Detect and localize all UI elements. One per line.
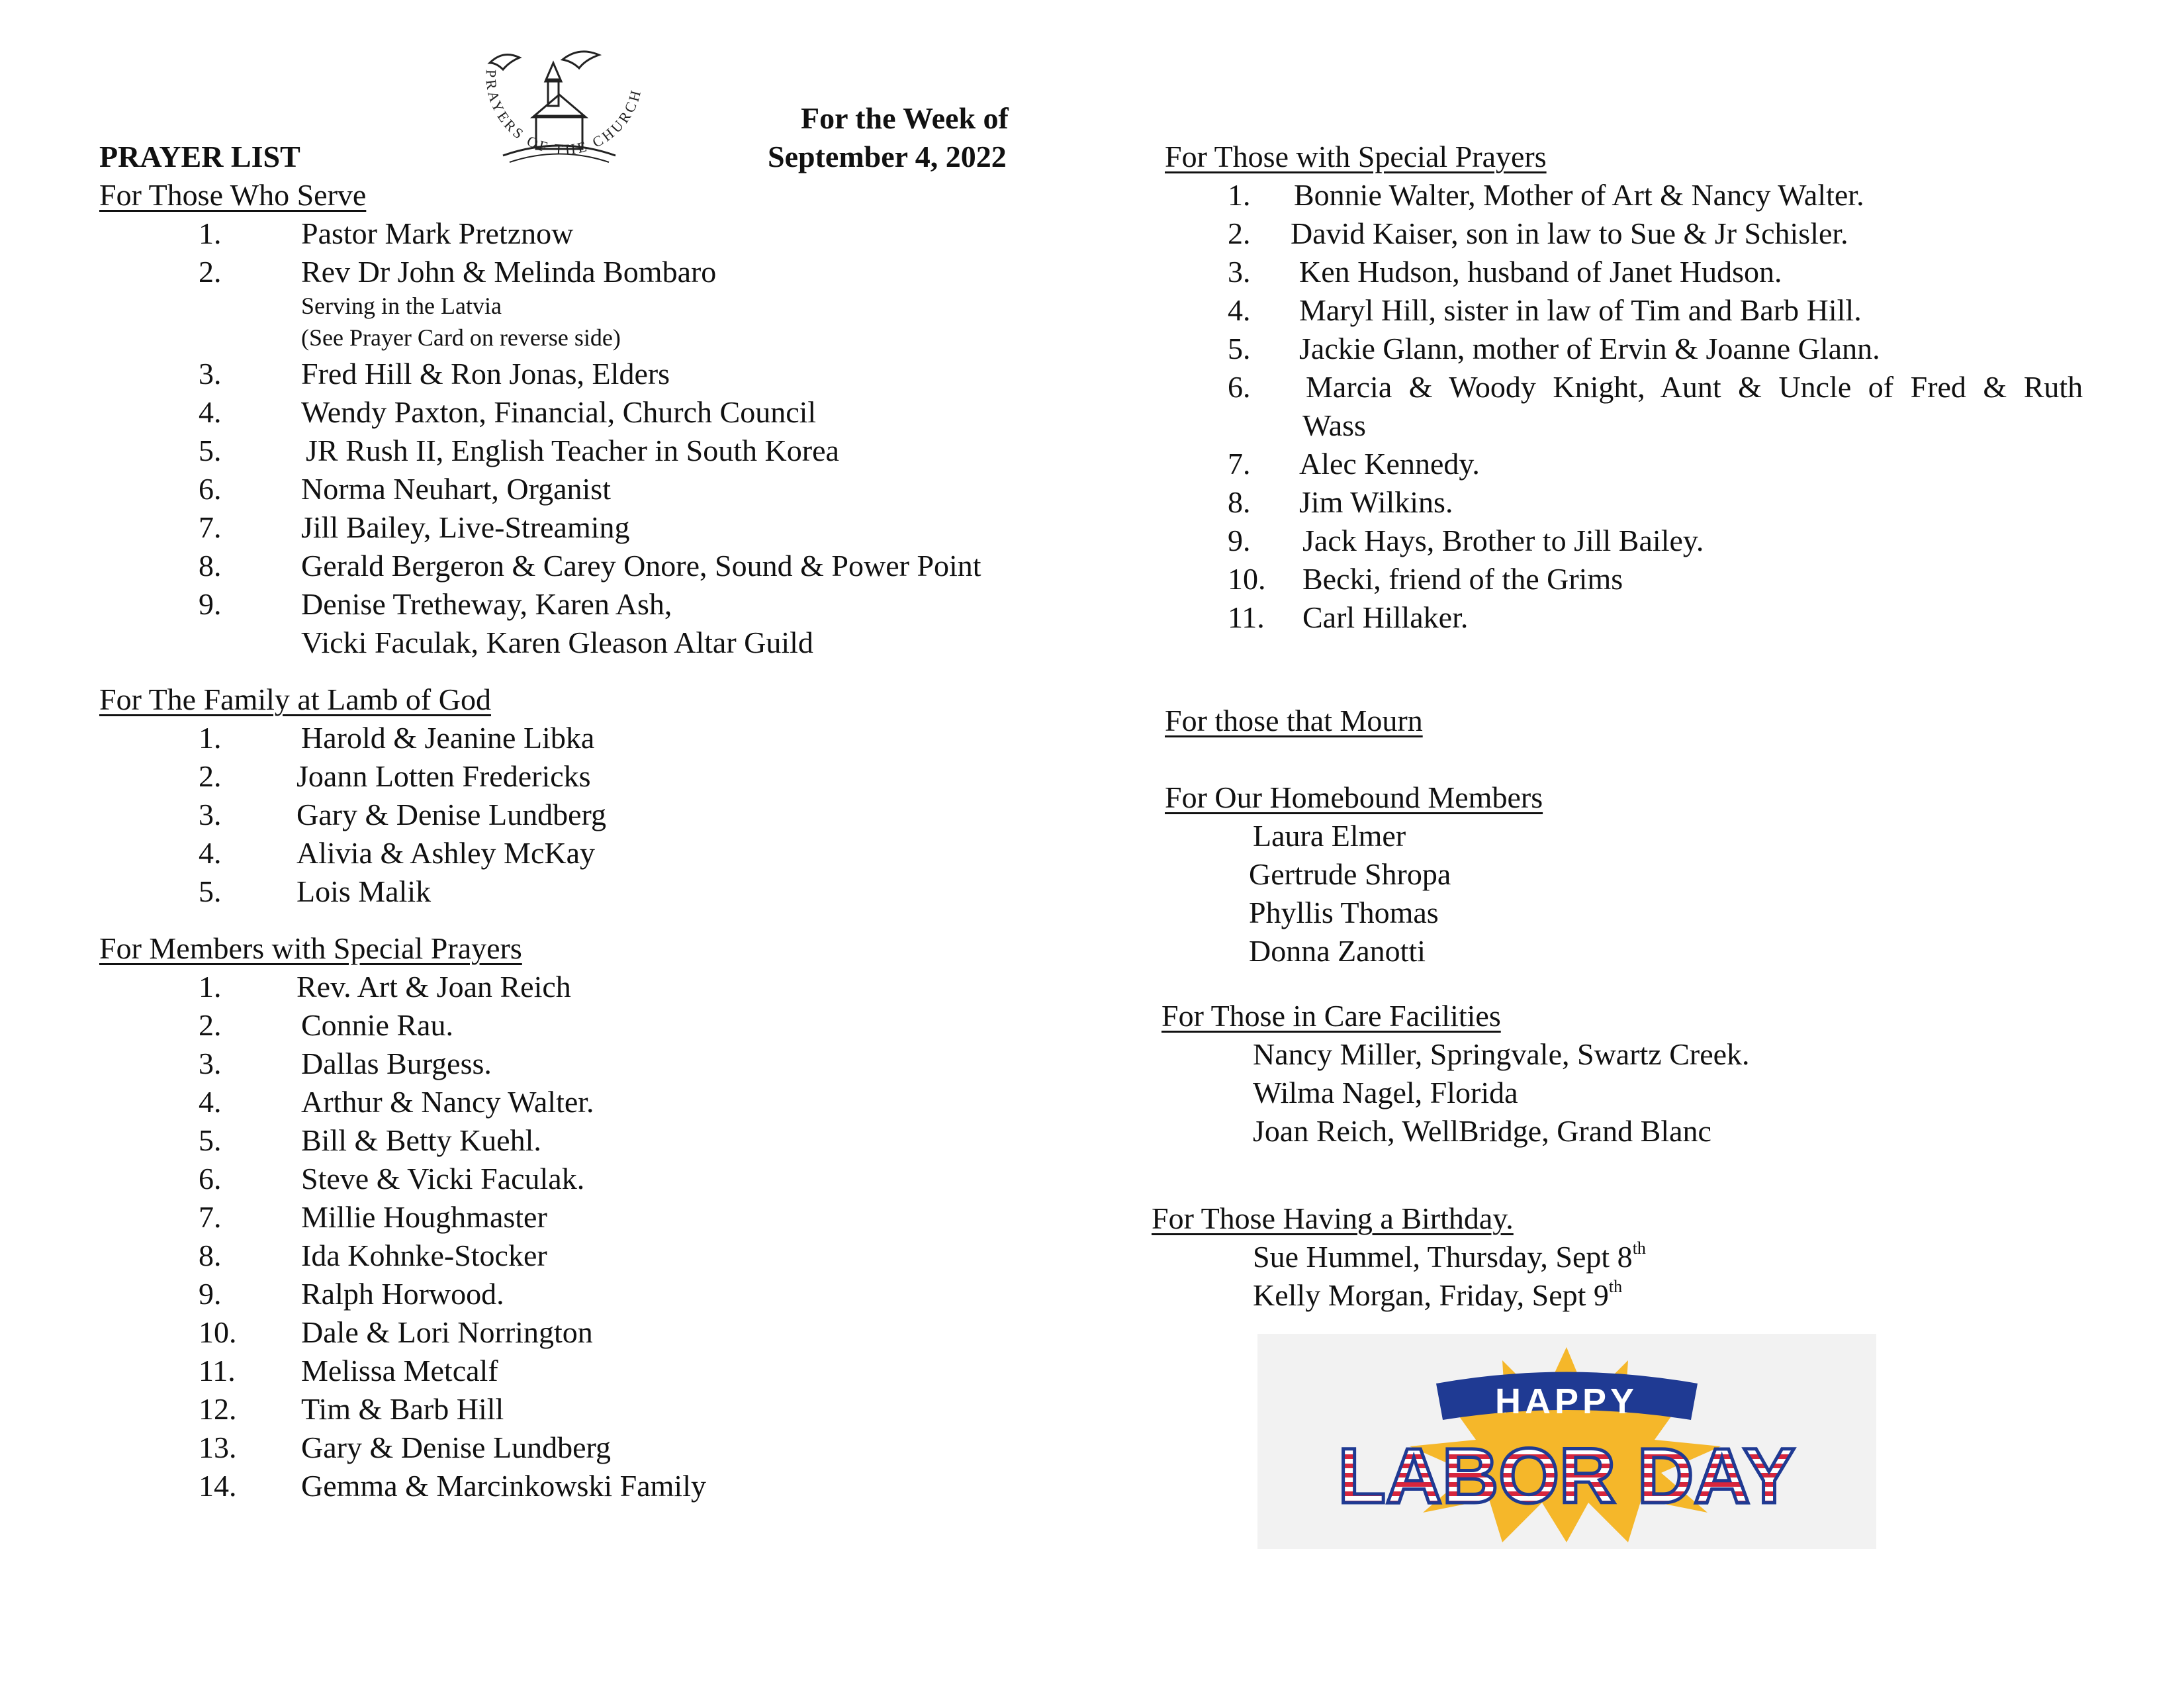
item-number: 14. (199, 1469, 237, 1503)
item-number: 6. (1228, 370, 1251, 404)
item-number: 9. (199, 1277, 222, 1311)
item-text: Maryl Hill, sister in law of Tim and Barb Hill. (1299, 293, 1862, 327)
item-text: Dale & Lori Norrington (301, 1315, 593, 1349)
item-number: 2. (199, 1008, 222, 1042)
item-text: Norma Neuhart, Organist (301, 472, 611, 506)
item-text: Denise Tretheway, Karen Ash, (301, 587, 672, 621)
item-number: 7. (199, 510, 222, 544)
item-text: Becki, friend of the Grims (1302, 562, 1623, 596)
item-note: (See Prayer Card on reverse side) (301, 324, 621, 351)
item-text: Jackie Glann, mother of Ervin & Joanne Glann. (1299, 332, 1880, 365)
item-text: Bill & Betty Kuehl. (301, 1123, 541, 1157)
item-number: 4. (199, 395, 222, 429)
item-text: Joann Lotten Fredericks (296, 759, 591, 793)
labor-day-banner (1257, 1334, 1876, 1549)
homebound-name: Laura Elmer (1253, 819, 1406, 853)
item-number: 10. (1228, 562, 1266, 596)
item-text: Rev Dr John & Melinda Bombaro (301, 255, 717, 289)
item-text: Alivia & Ashley McKay (296, 836, 595, 870)
homebound-name: Phyllis Thomas (1249, 896, 1439, 929)
item-number: 5. (1228, 332, 1251, 365)
item-number: 2. (199, 255, 222, 289)
item-number: 4. (199, 836, 222, 870)
item-text: Ken Hudson, husband of Janet Hudson. (1299, 255, 1782, 289)
item-text: Pastor Mark Pretznow (301, 216, 574, 250)
item-number: 13. (199, 1430, 237, 1464)
item-number: 3. (199, 357, 222, 391)
ordinal-suffix: th (1632, 1239, 1646, 1258)
homebound-name: Donna Zanotti (1249, 934, 1426, 968)
week-label: For the Week of (801, 101, 1009, 135)
item-text: Wendy Paxton, Financial, Church Council (301, 395, 817, 429)
item-text: Gemma & Marcinkowski Family (301, 1469, 706, 1503)
item-text: Gary & Denise Lundberg (301, 1430, 611, 1464)
item-number: 2. (199, 759, 222, 793)
item-number: 7. (199, 1200, 222, 1234)
item-text: Dallas Burgess. (301, 1047, 492, 1080)
item-note: Serving in the Latvia (301, 293, 502, 319)
item-number: 3. (199, 1047, 222, 1080)
item-number: 6. (199, 472, 222, 506)
item-number: 4. (199, 1085, 222, 1119)
birthday-text: Kelly Morgan, Friday, Sept 9 (1253, 1278, 1609, 1312)
item-number: 1. (199, 721, 222, 755)
item-number: 9. (199, 587, 222, 621)
item-text: Arthur & Nancy Walter. (301, 1085, 594, 1119)
item-text: Ralph Horwood. (301, 1277, 504, 1311)
prayers-of-the-church-logo (463, 43, 655, 195)
section-heading-homebound: For Our Homebound Members (1165, 780, 1543, 814)
item-number: 4. (1228, 293, 1251, 327)
item-number: 3. (199, 798, 222, 831)
item-text: Bonnie Walter, Mother of Art & Nancy Walter. (1294, 178, 1864, 212)
item-number: 1. (1228, 178, 1251, 212)
item-text: Carl Hillaker. (1302, 600, 1469, 634)
birthday-item (1253, 1238, 1646, 1276)
section-heading-birthday: For Those Having a Birthday. (1152, 1201, 1514, 1235)
item-number: 5. (199, 434, 222, 467)
item-number: 2. (1228, 216, 1251, 250)
item-number: 5. (199, 1123, 222, 1157)
item-number: 6. (199, 1162, 222, 1196)
section-heading-family: For The Family at Lamb of God (99, 682, 491, 716)
item-number: 5. (199, 874, 222, 908)
homebound-name: Gertrude Shropa (1249, 857, 1451, 891)
ordinal-suffix: th (1608, 1277, 1623, 1296)
item-number: 1. (199, 216, 222, 250)
item-number: 8. (199, 549, 222, 583)
svg-text:PRAYERS OF THE CHURCH (482, 70, 644, 158)
item-text: Ida Kohnke-Stocker (301, 1239, 547, 1272)
item-number: 12. (199, 1392, 237, 1426)
item-text: Lois Malik (296, 874, 432, 908)
item-text-continued: Vicki Faculak, Karen Gleason Altar Guild (301, 626, 813, 659)
item-text-continued: Wass (1302, 408, 1366, 442)
week-date: September 4, 2022 (768, 140, 1007, 173)
item-text: Fred Hill & Ron Jonas, Elders (301, 357, 670, 391)
birthday-text: Sue Hummel, Thursday, Sept 8 (1253, 1240, 1633, 1274)
item-text: JR Rush II, English Teacher in South Korea (306, 434, 839, 467)
item-number: 7. (1228, 447, 1251, 481)
item-number: 8. (1228, 485, 1251, 519)
item-text: Tim & Barb Hill (301, 1392, 504, 1426)
item-number: 11. (1228, 600, 1265, 634)
item-number: 1. (199, 970, 222, 1004)
item-number: 9. (1228, 524, 1251, 557)
section-heading-mourn: For those that Mourn (1165, 704, 1423, 737)
item-text: Jim Wilkins. (1299, 485, 1453, 519)
item-text: Rev. Art & Joan Reich (296, 970, 571, 1004)
item-number: 3. (1228, 255, 1251, 289)
section-heading-members: For Members with Special Prayers (99, 931, 522, 965)
section-heading-special: For Those with Special Prayers (1165, 140, 1547, 173)
labor-day-text: LABOR DAY (1338, 1432, 1796, 1520)
item-text: Harold & Jeanine Libka (301, 721, 595, 755)
item-number: 8. (199, 1239, 222, 1272)
section-heading-serve: For Those Who Serve (99, 178, 367, 212)
item-text: Connie Rau. (301, 1008, 453, 1042)
care-name: Nancy Miller, Springvale, Swartz Creek. (1253, 1037, 1750, 1071)
care-name: Wilma Nagel, Florida (1253, 1076, 1518, 1109)
item-text: Millie Houghmaster (301, 1200, 547, 1234)
item-number: 11. (199, 1354, 236, 1387)
item-number: 10. (199, 1315, 237, 1349)
item-text: Jack Hays, Brother to Jill Bailey. (1302, 524, 1704, 557)
birthday-item (1253, 1276, 1622, 1315)
happy-text: HAPPY (1494, 1382, 1639, 1421)
item-text: David Kaiser, son in law to Sue & Jr Schisler. (1291, 216, 1848, 250)
item-text: Gerald Bergeron & Carey Onore, Sound & Power Point (301, 549, 981, 583)
item-text: Alec Kennedy. (1299, 447, 1480, 481)
logo-arc-text: PRAYERS OF THE CHURCH (482, 69, 645, 158)
item-text: Melissa Metcalf (301, 1354, 498, 1387)
item-text: Jill Bailey, Live-Streaming (301, 510, 630, 544)
section-heading-care: For Those in Care Facilities (1161, 999, 1501, 1033)
item-text: Steve & Vicki Faculak. (301, 1162, 585, 1196)
item-text: Gary & Denise Lundberg (296, 798, 606, 831)
item-text: Marcia & Woody Knight, Aunt & Uncle of Fred & Ruth (1306, 370, 2083, 404)
page-title: PRAYER LIST (99, 140, 300, 173)
care-name: Joan Reich, WellBridge, Grand Blanc (1253, 1114, 1711, 1148)
